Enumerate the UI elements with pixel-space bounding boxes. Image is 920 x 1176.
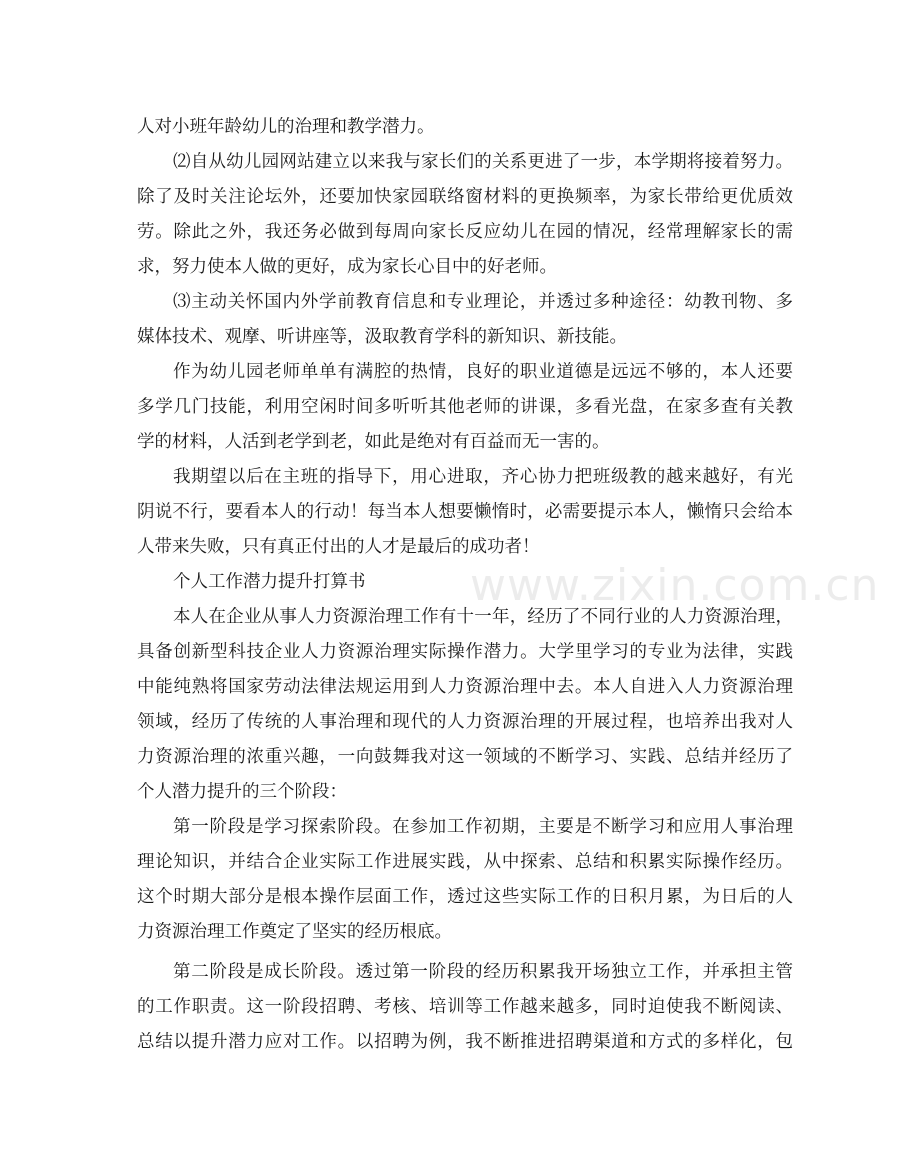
body-line: 总结以提升潜力应对工作。以招聘为例，我不断推进招聘渠道和方式的多样化，包 — [137, 1032, 793, 1052]
body-line: 劳。除此之外，我还务必做到每周向家长反应幼儿在园的情况，经常理解家长的需 — [137, 222, 793, 242]
body-line: 阴说不行，要看本人的行动！每当本人想要懒惰时，必需要提示本人，懒惰只会给本 — [137, 502, 793, 522]
body-line: 多学几门技能，利用空闲时间多听听其他老师的讲课，多看光盘，在家多查有关教 — [137, 397, 793, 417]
body-line: 个人潜力提升的三个阶段： — [137, 782, 347, 802]
watermark-text: www.zixin.com.cn — [470, 560, 880, 611]
body-line: ⑶主动关怀国内外学前教育信息和专业理论，并透过多种途径：幼教刊物、多 — [173, 292, 793, 312]
body-line: 我期望以后在主班的指导下，用心进取，齐心协力把班级教的越来越好，有光 — [173, 467, 793, 487]
body-line: 具备创新型科技企业人力资源治理实际操作潜力。大学里学习的专业为法律，实践 — [137, 642, 793, 662]
body-line: 中能纯熟将国家劳动法律法规运用到人力资源治理中去。本人自进入人力资源治理 — [137, 677, 793, 697]
body-line: 第二阶段是成长阶段。透过第一阶段的经历积累我开场独立工作，并承担主管 — [173, 962, 793, 982]
body-line: ⑵自从幼儿园网站建立以来我与家长们的关系更进了一步，本学期将接着努力。 — [173, 152, 793, 172]
body-line: 人带来失败，只有真正付出的人才是最后的成功者！ — [137, 537, 540, 557]
body-line: 人对小班年龄幼儿的治理和教学潜力。 — [137, 117, 435, 137]
body-line: 力资源治理的浓重兴趣，一向鼓舞我对这一领域的不断学习、实践、总结并经历了 — [137, 747, 793, 767]
document-body — [137, 110, 793, 1060]
body-line: 的工作职责。这一阶段招聘、考核、培训等工作越来越多，同时迫使我不断阅读、 — [137, 997, 793, 1017]
section-heading: 个人工作潜力提升打算书 — [173, 572, 366, 592]
body-line: 学的材料，人活到老学到老，如此是绝对有百益而无一害的。 — [137, 432, 610, 452]
body-line: 本人在企业从事人力资源治理工作有十一年，经历了不同行业的人力资源治理， — [173, 607, 793, 627]
body-line: 第一阶段是学习探索阶段。在参加工作初期，主要是不断学习和应用人事治理 — [173, 817, 793, 837]
body-line: 作为幼儿园老师单单有满腔的热情，良好的职业道德是远远不够的，本人还要 — [173, 362, 793, 382]
body-line: 媒体技术、观摩、听讲座等，汲取教育学科的新知识、新技能。 — [137, 327, 627, 347]
body-line: 除了及时关注论坛外，还要加快家园联络窗材料的更换频率，为家长带给更优质效 — [137, 187, 793, 207]
body-line: 这个时期大部分是根本操作层面工作，透过这些实际工作的日积月累，为日后的人 — [137, 887, 793, 907]
body-line: 力资源治理工作奠定了坚实的经历根底。 — [137, 922, 452, 942]
body-line: 领域，经历了传统的人事治理和现代的人力资源治理的开展过程，也培养出我对人 — [137, 712, 793, 732]
body-line: 理论知识，并结合企业实际工作进展实践，从中探索、总结和积累实际操作经历。 — [137, 852, 793, 872]
body-line: 求，努力使本人做的更好，成为家长心目中的好老师。 — [137, 257, 557, 277]
